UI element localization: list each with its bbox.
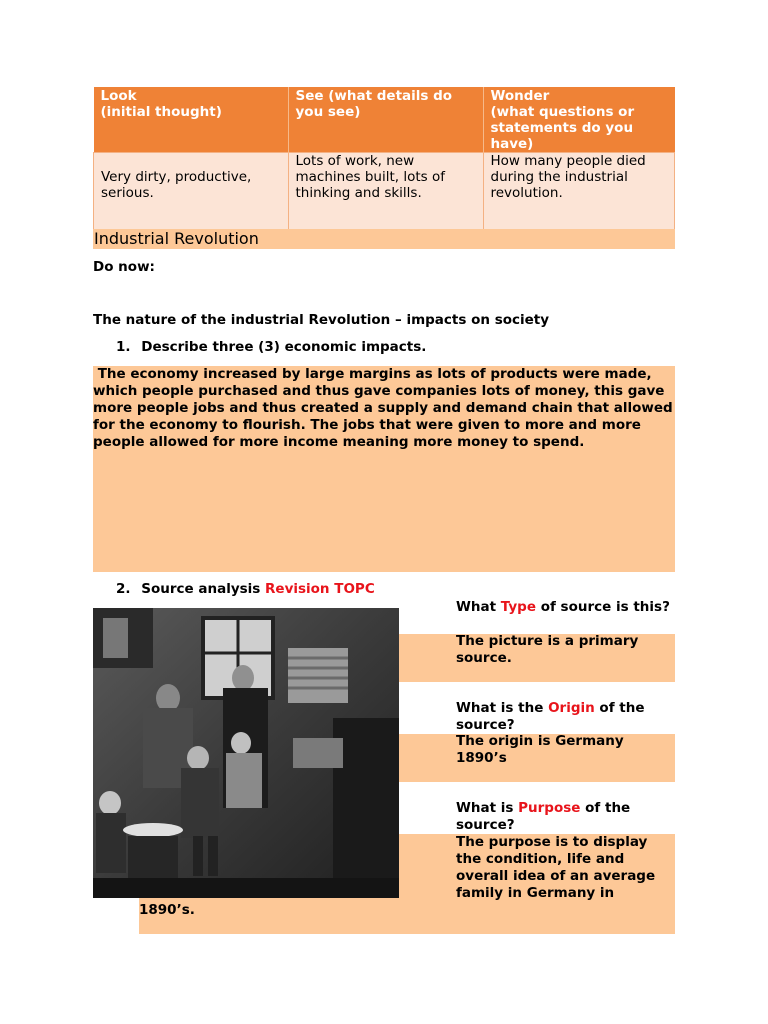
origin-keyword: Origin <box>548 700 595 716</box>
origin-answer[interactable]: The origin is Germany 1890’s <box>456 733 624 766</box>
answer-1-text[interactable]: The economy increased by large margins as lots of products were made, which people purchased and thus gave companies lots of money, this gave more people jobs and thus created a supply and demand chain that allowed for the economy to flourish. The jobs that were given to more and more people allowed for more income meaning more money to spend. <box>93 366 678 450</box>
header-see: See (what details do you see) <box>288 87 483 153</box>
purpose-answer-tail[interactable]: 1890’s. <box>139 902 195 918</box>
type-answer[interactable]: The picture is a primary source. <box>456 633 639 666</box>
source-photo <box>93 608 399 898</box>
question-1-text: Describe three (3) economic impacts. <box>141 339 427 355</box>
type-question: What Type of source is this? <box>456 599 670 615</box>
cell-wonder[interactable]: How many people died during the industrial revolution. <box>483 153 675 246</box>
origin-question: What is the Origin of the source? <box>456 700 645 733</box>
section-title: Industrial Revolution <box>94 229 259 248</box>
cell-look[interactable]: Very dirty, productive, serious. <box>94 153 289 246</box>
question-2-text: Source analysis <box>141 581 266 597</box>
do-now-label: Do now: <box>93 259 155 275</box>
question-2 <box>116 581 375 598</box>
purpose-keyword: Purpose <box>518 800 581 816</box>
type-keyword: Type <box>500 599 536 615</box>
question-1 <box>116 339 426 356</box>
cell-see[interactable]: Lots of work, new machines built, lots of thinking and skills. <box>288 153 483 246</box>
question-2-number: 2. <box>116 581 131 597</box>
header-wonder: Wonder (what questions or statements do you have) <box>483 87 675 153</box>
look-see-wonder-table <box>93 87 675 246</box>
question-1-number: 1. <box>116 339 131 355</box>
source-photo-image <box>93 608 399 898</box>
purpose-answer-box-bottom[interactable] <box>139 898 675 934</box>
subtitle: The nature of the industrial Revolution – impacts on society <box>93 312 550 328</box>
table-header-row <box>94 87 675 153</box>
question-2-highlight: Revision TOPC <box>265 581 375 597</box>
header-look: Look (initial thought) <box>94 87 289 153</box>
purpose-answer[interactable]: The purpose is to display the condition, life and overall idea of an average family in Germany in <box>456 834 656 901</box>
purpose-question: What is Purpose of the source? <box>456 800 631 833</box>
